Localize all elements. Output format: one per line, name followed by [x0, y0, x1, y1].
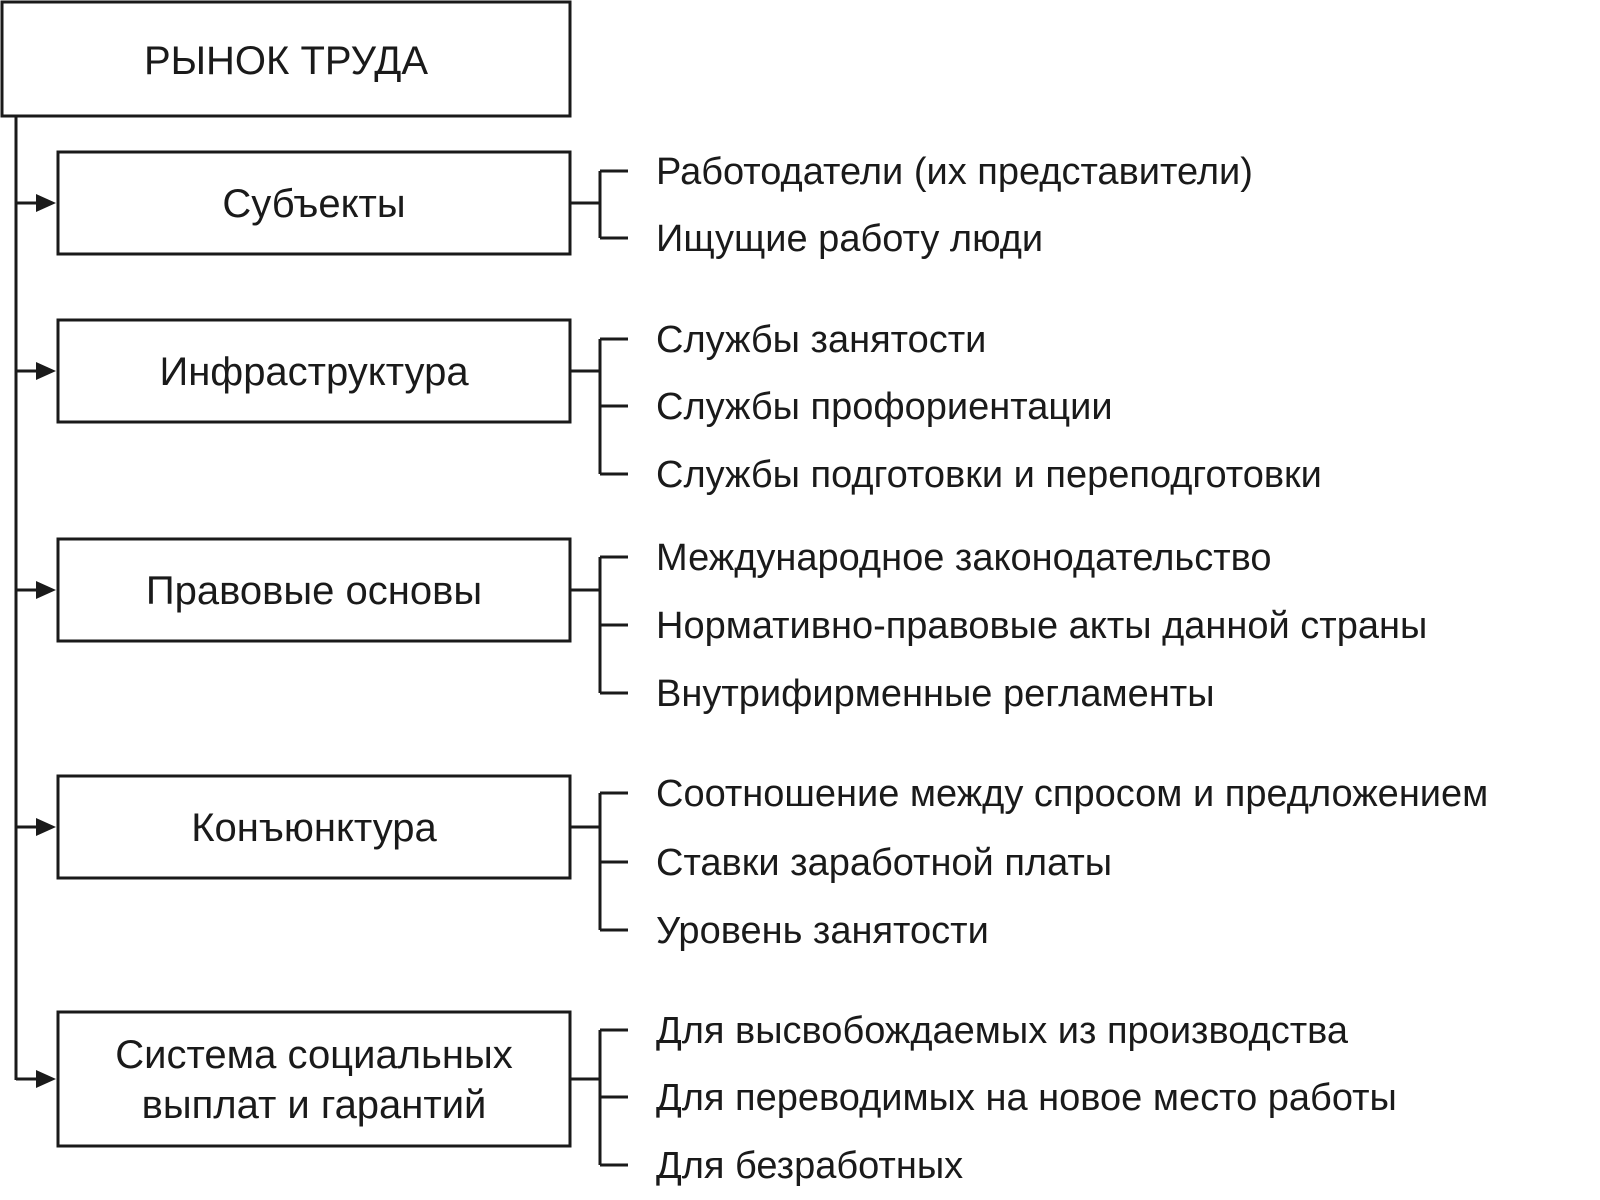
category-item: Для высвобождаемых из производства	[656, 1010, 1348, 1052]
category-legal-basis	[16, 537, 1427, 715]
arrow-icon	[36, 581, 56, 599]
arrow-icon	[36, 194, 56, 212]
category-label: выплат и гарантий	[141, 1083, 487, 1127]
category-item: Внутрифирменные регламенты	[656, 673, 1215, 715]
category-item: Службы профориентации	[656, 386, 1113, 428]
arrow-icon	[36, 362, 56, 380]
category-label: Субъекты	[222, 182, 406, 226]
category-item: Службы подготовки и переподготовки	[656, 454, 1322, 496]
category-item: Службы занятости	[656, 319, 987, 361]
category-item: Нормативно-правовые акты данной страны	[656, 605, 1428, 647]
categories-layer	[16, 151, 1488, 1187]
category-social-system	[16, 1010, 1397, 1187]
root-title: РЫНОК ТРУДА	[143, 39, 429, 83]
arrow-icon	[36, 818, 56, 836]
category-item: Международное законодательство	[656, 537, 1272, 579]
category-item: Для безработных	[656, 1145, 964, 1187]
root-node	[2, 2, 570, 116]
category-label: Инфраструктура	[159, 350, 469, 394]
category-item: Ставки заработной платы	[656, 842, 1113, 884]
arrow-icon	[36, 1070, 56, 1088]
category-item: Ищущие работу люди	[656, 218, 1044, 260]
category-item: Соотношение между спросом и предложением	[656, 773, 1489, 815]
category-infrastructure	[16, 319, 1322, 496]
category-item: Работодатели (их представители)	[656, 151, 1253, 193]
category-item: Уровень занятости	[656, 910, 989, 952]
category-label: Система социальных	[115, 1033, 513, 1077]
category-item: Для переводимых на новое место работы	[656, 1077, 1397, 1119]
category-subjects	[16, 151, 1253, 260]
category-label: Правовые основы	[145, 569, 483, 613]
category-conjuncture	[16, 773, 1488, 952]
category-label: Конъюнктура	[191, 806, 437, 850]
